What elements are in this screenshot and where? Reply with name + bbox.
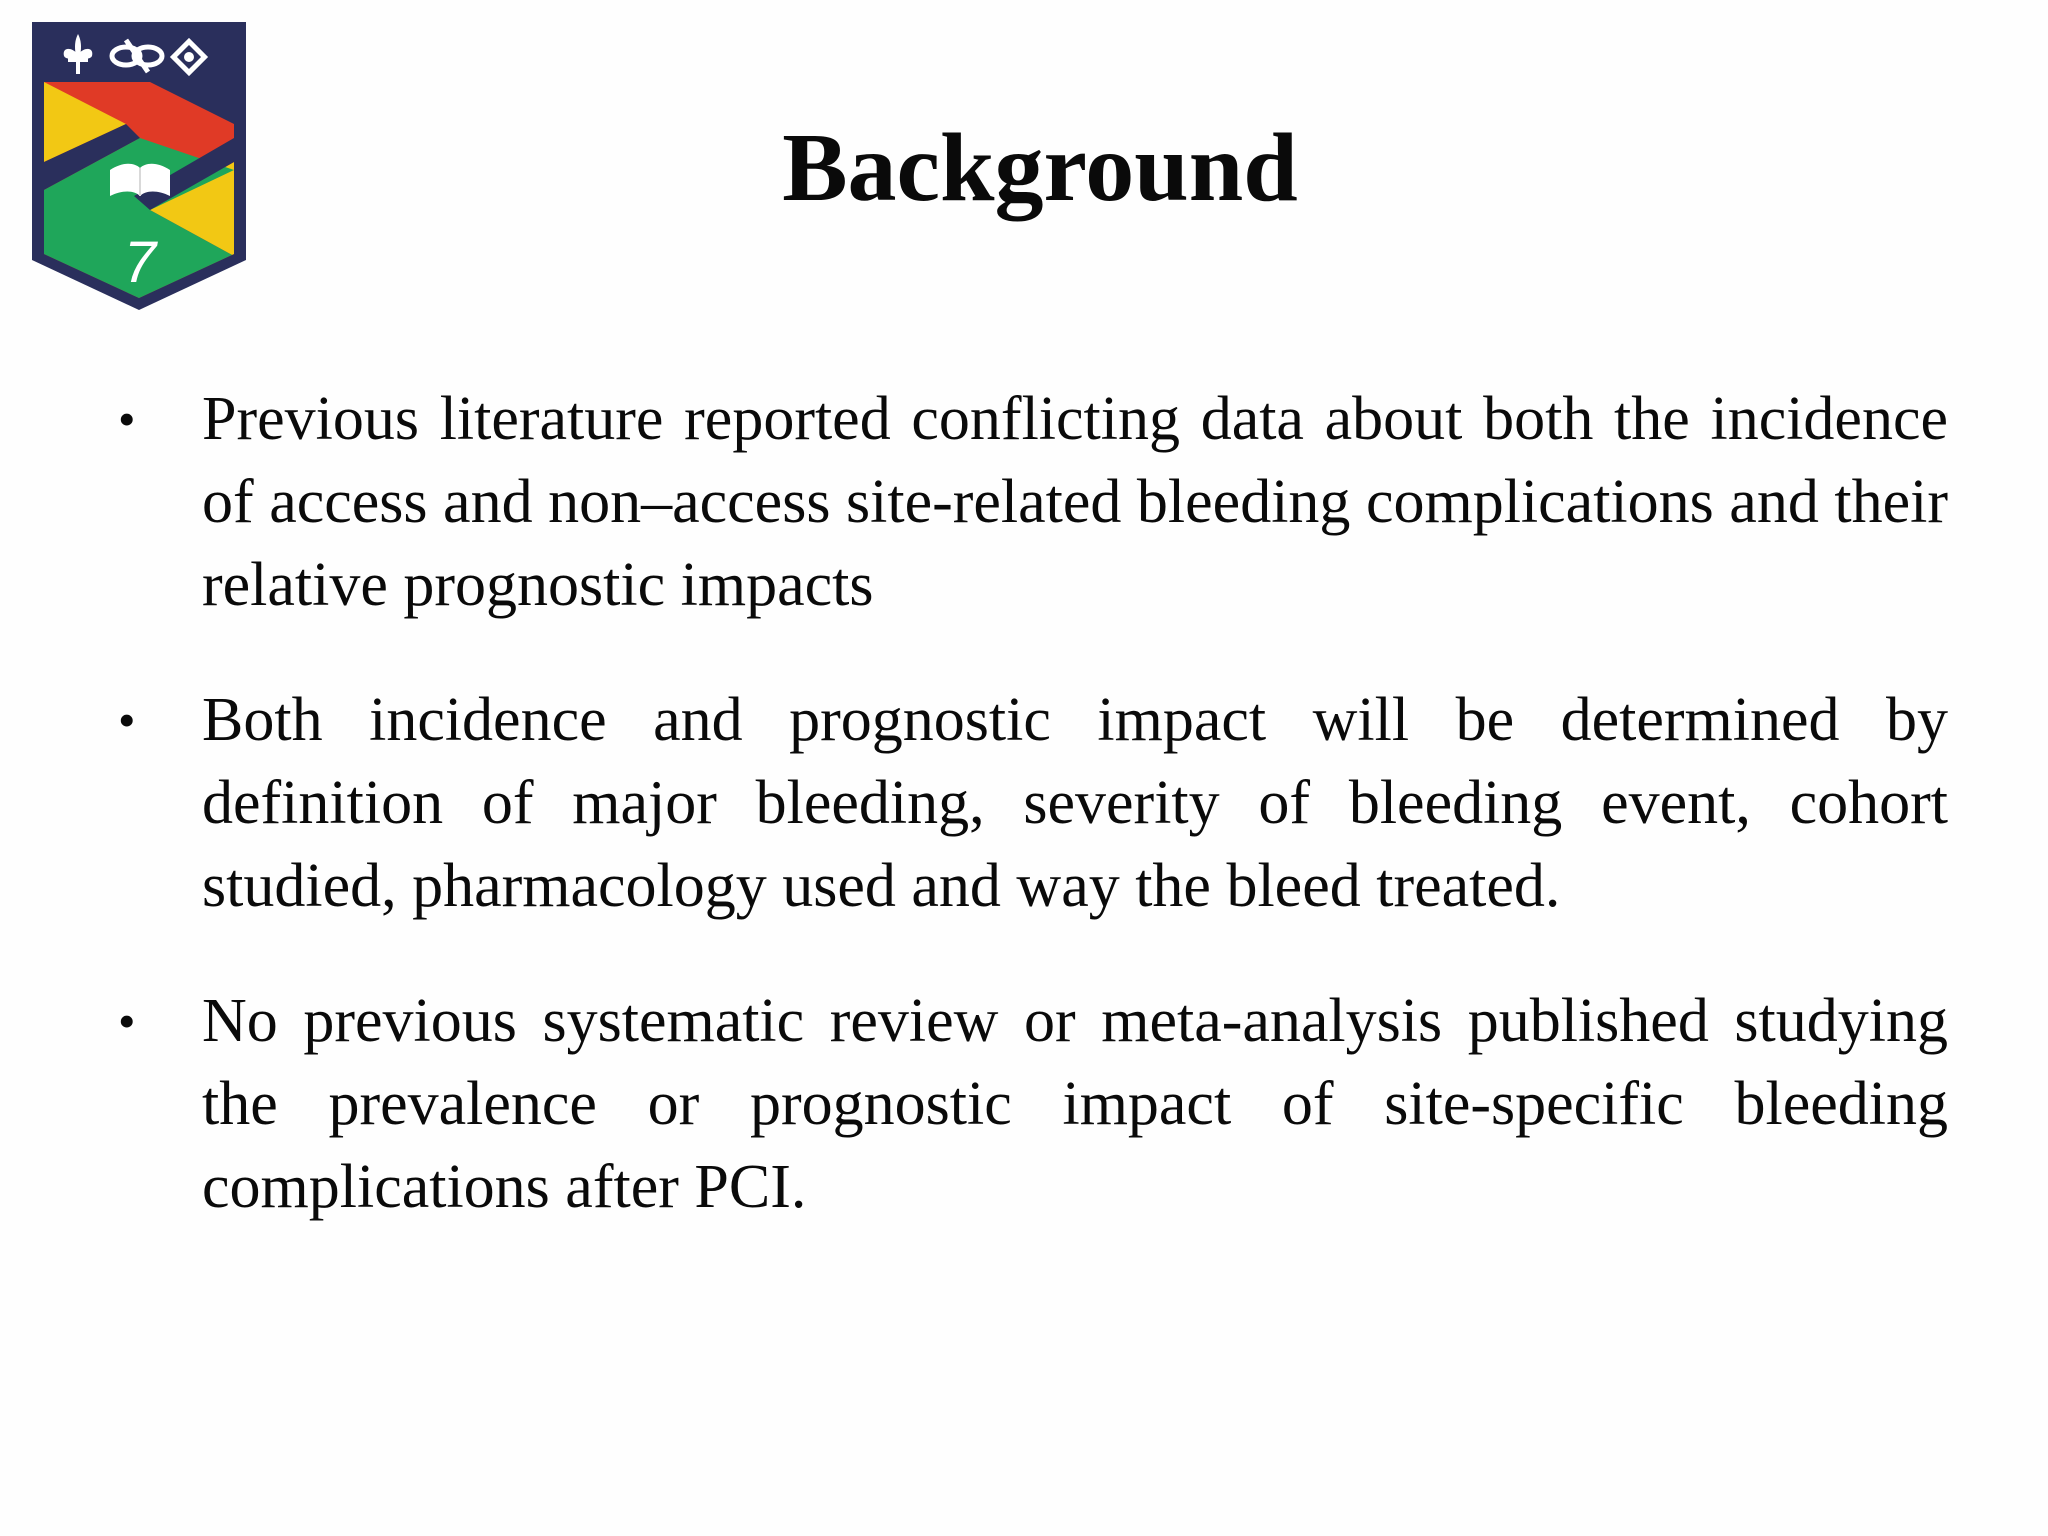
bullet-item: [118, 980, 1948, 1229]
bullet-text: Previous literature reported conflicting data about both the incidence of access and non–access site-related bleeding complications and their relative prognostic impacts: [202, 385, 1948, 619]
bullet-item: [118, 378, 1948, 627]
bullet-text: No previous systematic review or meta-analysis published studying the prevalence or prognostic impact of site-specific bleeding complications after PCI.: [202, 987, 1948, 1221]
bullet-marker: •: [118, 391, 136, 447]
bullet-item: [118, 679, 1948, 928]
bullet-marker: •: [118, 993, 136, 1049]
bullet-marker: •: [118, 692, 136, 748]
bullet-text: Both incidence and prognostic impact will be determined by definition of major bleeding, severity of bleeding event, cohort studied, pharmacology used and way the bleed treated.: [202, 686, 1948, 920]
slide-title: Background: [782, 114, 1298, 222]
bullet-list: [118, 378, 1948, 1281]
crest-numeral: 7: [123, 230, 157, 295]
